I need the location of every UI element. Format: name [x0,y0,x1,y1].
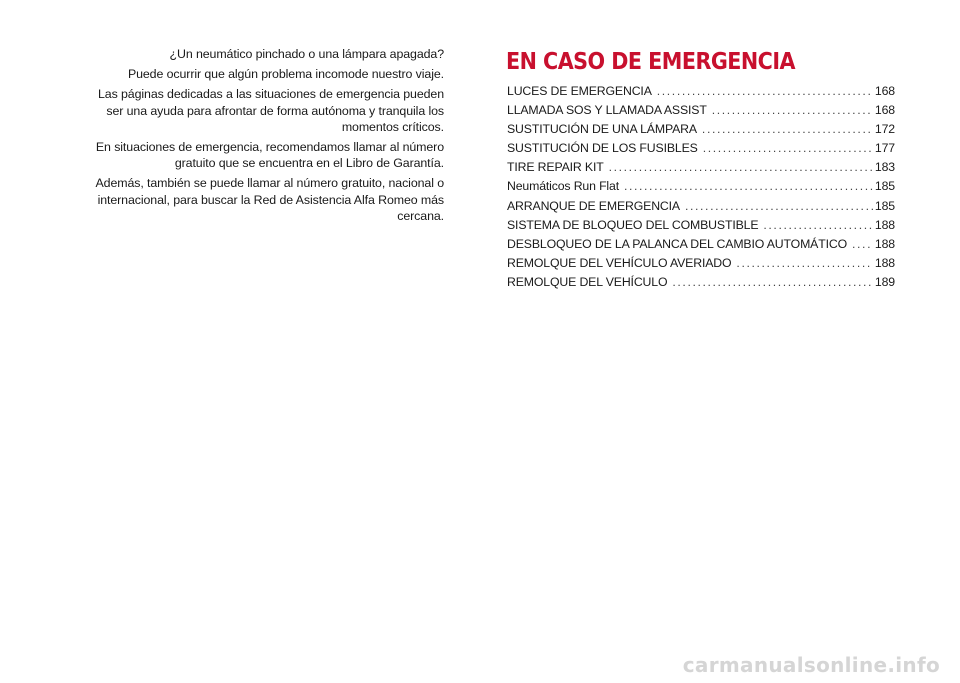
table-of-contents [507,82,895,292]
toc-entry-page: 172 [874,122,895,137]
toc-entry[interactable] [507,197,895,216]
toc-leader-dots [703,139,873,158]
toc-entry-page: 188 [874,217,895,232]
intro-paragraph: Puede ocurrir que algún problema incomode nuestro viaje. [127,67,444,82]
toc-entry-label: SUSTITUCIÓN DE UNA LÁMPARA [507,122,697,137]
toc-entry[interactable] [507,177,895,196]
toc-leader-dots [609,158,873,177]
toc-entry-label: REMOLQUE DEL VEHÍCULO [507,274,668,289]
toc-entry-page: 185 [874,179,895,194]
toc-leader-dots [712,101,873,120]
intro-paragraph: ¿Un neumático pinchado o una lámpara apagada? [169,47,444,61]
toc-entry-label: TIRE REPAIR KIT [507,160,604,175]
toc-entry[interactable] [507,235,895,254]
toc-leader-dots [763,216,873,235]
toc-entry[interactable] [507,273,895,292]
watermark: carmanualsonline.info [682,653,940,677]
toc-leader-dots [624,177,873,196]
toc-entry-label: ARRANQUE DE EMERGENCIA [507,198,680,213]
toc-leader-dots [852,235,873,254]
toc-entry-label: REMOLQUE DEL VEHÍCULO AVERIADO [507,255,732,270]
toc-entry[interactable] [507,82,895,101]
toc-entry-label: LUCES DE EMERGENCIA [507,84,652,98]
section-title: EN CASO DE EMERGENCIA [506,49,795,75]
toc-entry-page: 188 [874,236,895,251]
toc-entry-label: SUSTITUCIÓN DE LOS FUSIBLES [507,141,698,156]
toc-entry-page: 168 [874,84,895,98]
toc-entry[interactable] [507,158,895,177]
toc-entry-page: 168 [874,103,895,118]
toc-entry-label: LLAMADA SOS Y LLAMADA ASSIST [507,103,707,118]
toc-entry-page: 185 [874,198,895,213]
intro-paragraph: En situaciones de emergencia, recomendamos llamar al número gratuito que se encuentra en el Libro de Garantía. [95,140,444,171]
toc-entry-label: SISTEMA DE BLOQUEO DEL COMBUSTIBLE [507,217,759,232]
toc-leader-dots [685,197,873,216]
toc-entry-page: 183 [874,160,895,175]
toc-entry[interactable] [507,120,895,139]
toc-entry[interactable] [507,139,895,158]
toc-entry-label: Neumáticos Run Flat [507,179,619,194]
toc-leader-dots [657,82,873,101]
toc-leader-dots [736,254,873,273]
toc-entry-page: 188 [874,255,895,270]
toc-entry[interactable] [507,101,895,120]
toc-entry[interactable] [507,216,895,235]
intro-paragraph: Además, también se puede llamar al número gratuito, nacional o internacional, para buscar la Red de Asistencia Alfa Romeo más cercana. [95,176,444,223]
toc-entry-page: 189 [874,274,895,289]
toc-entry-label: DESBLOQUEO DE LA PALANCA DEL CAMBIO AUTOMÁTICO [507,236,848,251]
intro-paragraph: Las páginas dedicadas a las situaciones de emergencia pueden ser una ayuda para afrontar de forma autónoma y tranquila los momentos críticos. [97,87,444,134]
toc-entry[interactable] [507,254,895,273]
intro-text [88,46,444,228]
toc-leader-dots [702,120,873,139]
toc-leader-dots [672,273,873,292]
toc-entry-page: 177 [874,141,895,156]
